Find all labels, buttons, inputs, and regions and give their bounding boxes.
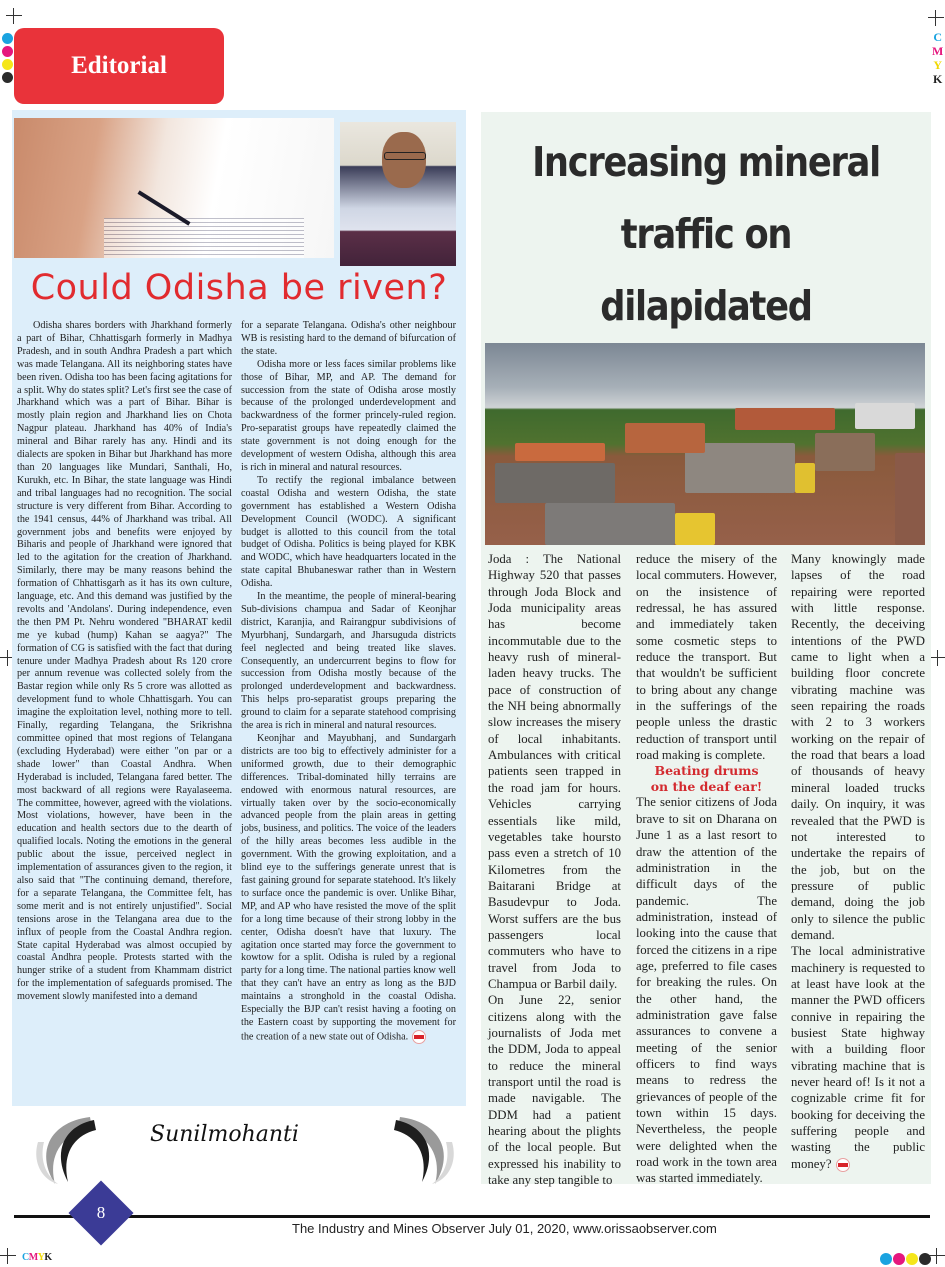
paragraph: The senior citizens of Joda brave to sit on Dharana on June 1 as a last resort to draw the attention of the administration in the difficult days of the pandemic. The administration, instead of looking into the cause that forced the citizens in a ripe age, preferred to file cases for breaking the rules. On the other hand, the administration gave false assurances to convene a meeting of the senior officers to find ways means to redress the grievances of people of the town within 15 days. Nevertheless, the people were delighted when the road work in the town area was started immediately.: [636, 795, 777, 1186]
yellow-dot: [906, 1253, 918, 1265]
paragraph-last: The local administrative machinery is requested to at least have look at the manner the PWD officers connive in repairing the busiest State highway with a building floor vibrating machine that is never heard of! Is it not a cognizable crime fit for booking for deceiving the suffering people and wasting the public money?: [791, 944, 925, 1171]
paragraph: Odisha shares borders with Jharkhand formerly a part of Bihar, Chhattisgarh formerly in Madhya Pradesh, and in south Andhra Pradesh a part which was made Telangana. All its neighboring states have been riven. Odisha too has been facing agitations for a split. Why do states split? Let's first see the case of Jharkhand which was a part of Bihar. Bihar is mostly plain region and Jharkhand lies on Chota Nagpur plateau. Jharkhand has 40% of India's mineral and Bihar rarely has any. Hindi and its dialects are spoken in Bihar but Jharkhand has more than 20 languages like Mundari, Santhali, Ho, Kurukh, etc. In Bihar, the state language was Hindi and tribal languages had no recognition. The social structure is very different from Bihar. According to the 1941 census, 44% of Jharkhand was tribal. All government jobs and benefits were enjoyed by Biharis and people of Jharkhand were ignored that led to the agitation for the creation of Jharkhand. Similarly, there may be many reasons behind the formation of Chhattisgarh as it has its own culture, language, etc. And this demand was justified by the revolts and 'Andolans'. During independence, even the then PM Pt. Nehru wondered "BHARAT kedil me ye kubad (hump) Kahan se aagya?" The formation of CG is satisfied with the fact that during tenure under Madhya Pradesh about Rs 120 crore per annum revenue was collected solely from the Bastar region while only Rs 5 crore was allotted as development fund to whole Chhattisgarh. You can imagine the exploitation level, nothing more to tell. Finally, regarding Telangana, the Srikrishna committee opined that most regions of Telangana (excluding Hyderabad) were either "on par or a shade lower" than Coastal Andhra. When Hyderabad is included, Telangana fared better. The most backward of all regions were Rayalaseema. The committee, however, agreed with the violations. Most violations, however, have been in the education and health sectors due to the dearth of qualified locals. Noting the emotions in the general public about the issue, perceived neglect in implementation of assurances given to the region, it also said that "The continuing demand, therefore, for a separate Telangana, the Committee felt, has some merit and is not entirely unjustified". Social tensions arose in the Telangana area due to the influx of people from the Coastal Andhra region. State capital Hyderabad was almost occupied by coastal Andhra people. Protests started with the hunger strike of a student from Khammam district for the implementation of safeguards promised. The movement slowly manifested into a demand: [17, 320, 232, 1003]
editorial-panel: [12, 110, 466, 1106]
cyan-dot: [2, 33, 13, 44]
registration-mark-bottom-right: [929, 1248, 945, 1264]
editor-signature: Sunilmohanti: [150, 1122, 299, 1147]
news-panel: [481, 112, 931, 1188]
left-swoosh-icon: [30, 1112, 100, 1187]
paper-lines: [104, 218, 304, 258]
yellow-dot: [2, 59, 13, 70]
page-number: 8: [96, 1203, 106, 1222]
end-of-article-icon: [836, 1158, 850, 1172]
right-swoosh-icon: [390, 1112, 460, 1187]
news-headline: Increasing mineral traffic on dilapidated: [532, 138, 880, 330]
registration-mark-right: [930, 650, 945, 666]
paragraph: for a separate Telangana. Odisha's other neighbour WB is resisting hard to the demand of bifurcation of the state.: [241, 320, 456, 357]
registration-mark-top-left: [6, 8, 22, 24]
editorial-column-1: [17, 320, 232, 1004]
paragraph: Many knowingly made lapses of the road repairing were reported with little response. Recently, the deceiving intentions of the PWD came to light when a building floor concrete vibrating machine was seen repairing the roads with 2 to 3 workers working on the repair of the road that bears a load of thousands of heavy mineral loaded trucks daily. On inquiry, it was revealed that the PWD is not interested to undertake the repairs of the job, but on the pressure of public demand, doing the job only to silence the public demand.: [791, 552, 925, 942]
magenta-dot: [893, 1253, 905, 1265]
registration-mark-top-right: [928, 10, 944, 26]
subheading: Beating drums on the deaf ear!: [650, 763, 763, 794]
paragraph-last: Keonjhar and Mayubhanj, and Sundargarh districts are too big to effectively administer for a uniformed growth, due to their demographic differences. Tribal-dominated hilly terrains are endowed with enormous natural resources, are virtually taken over by the socio-economically advanced people from the plain areas in getting jobs, business, and politics. The voice of the leaders of the hilly areas becomes less audible in the government. With the growing exploitation, and a blind eye to the sufferings generate unrest that is fast gaining ground for separate statehood. It's likely to surface once the pandemic is over. Unlike Bihar, MP, and AP who have resisted the move of the split for a long time because of their strong lobby in the center, Odisha doesn't have that luxury. The agitation once started may force the government to kowtow for a split. Odisha is ruled by a regional party for a long time. The national parties know well that they can't have an entry as long as the BJD maintains a stronghold in the coastal Odisha. Especially the BJP can't resist having a footing on the Eastern coast by supporting the movement for the creation of a new state out of Odisha.: [241, 733, 456, 1043]
news-column-2: [636, 551, 777, 1187]
footer-rule: [14, 1215, 930, 1218]
cyan-dot: [880, 1253, 892, 1265]
mineral-trucks-photo: [485, 343, 925, 545]
paragraph: Joda : The National Highway 520 that passes through Joda Block and Joda municipality areas has become incommutable due to the heavy rush of mineral-laden heavy trucks. The pace of construction of the NH being abnormally slow increases the misery of local inhabitants. Ambulances with critical patients seen trapped in the road jam for hours. Vehicles carrying essentials like mild, vegetables take hoursto pass even a stretch of 10 Kilometres from the Baitarani Bridge at Basudevpur to Joda. Worst suffers are the bus passengers local commuters who have to travel from Joda to Champua or Barbil daily.: [488, 552, 621, 991]
section-badge-editorial: Editorial: [14, 28, 224, 104]
footer-cmyk-label: CMYK: [22, 1252, 52, 1263]
author-portrait: [340, 122, 456, 266]
publication-line: The Industry and Mines Observer July 01, 2020, www.orissaobserver.com: [292, 1221, 717, 1236]
paragraph: reduce the misery of the local commuters. However, on the insistence of redressal, he has assured and immediately taken some cosmetic steps to reduce the transport. But that wouldn't be sufficient to bring about any change in the sufferings of the people unless the drastic reduction of transport until road making is complete.: [636, 552, 777, 763]
glasses: [384, 152, 426, 160]
editorial-title: Could Odisha be riven?: [30, 268, 448, 308]
paragraph: In the meantime, the people of mineral-bearing Sub-divisions champua and Sadar of Keonjhar district, Karanjia, and Rairangpur subdivisions of Myurbhanj, Sundargarh, and Jharsuguda districts feel neglected and being treated like slaves. Consequently, an undercurrent begins to flow for succession from Odisha mostly because of the prolonged underdevelopment and backwardness. This helps pro-separatist groups preparing the ground to claim for a separate statehood comprising the area is rich in mineral and natural resources.: [241, 591, 456, 732]
paragraph: To rectify the regional imbalance between coastal Odisha and western Odisha, the state government has established a Western Odisha Development Council (WODC). A significant budget is allotted to this council from the total budget of Odisha. Politics is being played for KBK and WODC, which have headquarters located in the state capital Bhubaneswar rather than in Western Odisha.: [241, 474, 456, 590]
paragraph: Odisha more or less faces similar problems like those of Bihar, MP, and AP. The demand for succession from the state of Odisha arose mostly because of the prolonged underdevelopment and backwardness of the former princely-ruled region. Pro-separatist groups have repeatedly claimed the state government is not doing enough for the development of western Odisha, although this area is rich in mineral and natural resources.: [241, 358, 456, 473]
registration-mark-bottom-left: [0, 1248, 16, 1264]
end-of-article-icon: [412, 1030, 426, 1044]
black-dot: [2, 72, 13, 83]
hand-writing-image: [14, 118, 334, 258]
paragraph: On June 22, senior citizens along with the journalists of Joda met the DDM, Joda to appeal to reduce the mineral transport until the road is made navigable. The DDM had a patient hearing about the plights of the local people. But expressed his inability to take any step tangible to: [488, 993, 621, 1188]
news-column-3: [791, 551, 925, 1172]
magenta-dot: [2, 46, 13, 57]
editorial-column-2: [241, 320, 456, 1044]
news-column-1: [488, 551, 621, 1188]
cmyk-letters: C M Y K: [932, 30, 944, 86]
face: [382, 132, 426, 188]
